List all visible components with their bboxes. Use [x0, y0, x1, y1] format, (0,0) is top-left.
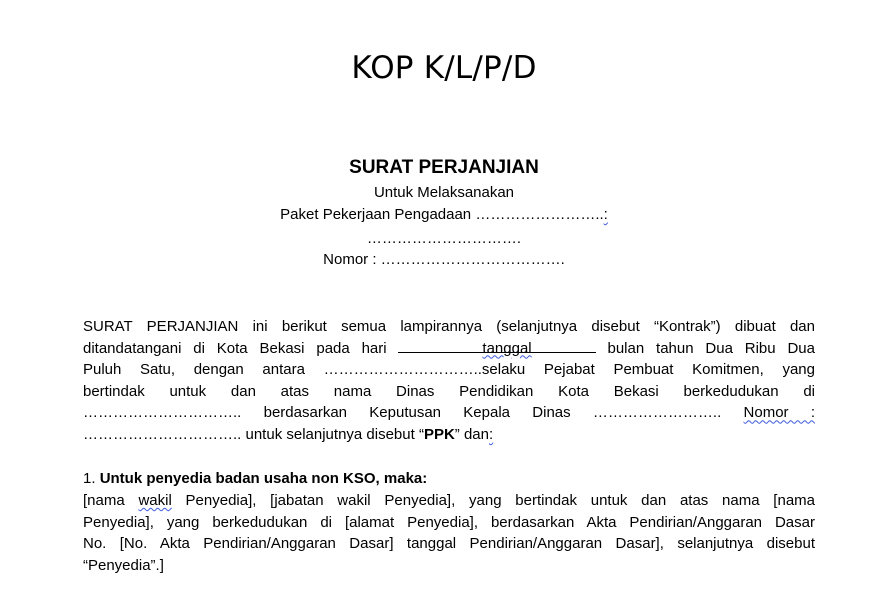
- contract-number-line: Nomor : ……………………………….: [323, 251, 565, 268]
- paragraph-line: “Penyedia”.]: [83, 556, 164, 574]
- provider-paragraph: [83, 490, 815, 576]
- package-text: Paket Pekerjaan Pengadaan ……………………..: [280, 206, 604, 223]
- section-number: 1.: [83, 470, 96, 487]
- signing-place-text: ditandatangani di Kota Bekasi pada hari: [83, 339, 387, 357]
- paragraph-line: [83, 424, 815, 446]
- paragraph-line: Puluh Satu, dengan antara …………………………..selaku Pejabat Pembuat Komitmen, yang: [83, 361, 815, 379]
- section-title: Untuk penyedia badan usaha non KSO, maka:: [99, 470, 428, 487]
- section-heading-line: [83, 468, 815, 490]
- date-blank: [532, 338, 596, 353]
- subtitle-line: Untuk Melaksanakan: [373, 184, 515, 201]
- date-word: tanggal: [482, 339, 532, 357]
- decree-text: ………………………….. berdasarkan Keputusan Kepala Dinas ……………………..: [83, 404, 722, 422]
- paragraph-line: [83, 490, 815, 512]
- section-heading: [83, 468, 815, 490]
- year-text: bulan tahun Dua Ribu Dua: [607, 339, 815, 357]
- package-colon: :: [603, 206, 608, 223]
- document-title: SURAT PERJANJIAN: [349, 157, 539, 178]
- letterhead-placeholder: KOP K/L/P/D: [351, 50, 537, 86]
- decree-number-label: Nomor :: [743, 404, 815, 422]
- date-word-blank: [482, 338, 532, 357]
- ppk-and-text: ” dan: [454, 425, 489, 443]
- ppk-abbrev: PPK: [423, 425, 455, 443]
- paragraph-line: Penyedia], yang berkedudukan di [alamat Penyedia], berdasarkan Akta Pendirian/Anggaran Dasar: [83, 513, 815, 531]
- provider-name-open: [nama: [83, 492, 125, 509]
- paragraph-line: bertindak untuk dan atas nama Dinas Pendidikan Kota Bekasi berkedudukan di: [83, 382, 815, 400]
- ppk-colon: :: [489, 425, 494, 443]
- paragraph-line: No. [No. Akta Pendirian/Anggaran Dasar] tanggal Pendirian/Anggaran Dasar], selanjutnya disebut: [83, 535, 815, 553]
- provider-line-rest: Penyedia], [jabatan wakil Penyedia], yang bertindak untuk dan atas nama [nama: [185, 492, 815, 509]
- package-line: [0, 206, 888, 223]
- opening-paragraph: [83, 316, 815, 446]
- day-blank: [398, 338, 482, 353]
- package-name-blank: ………………………….: [366, 230, 522, 247]
- provider-wakil-word: wakil: [138, 492, 172, 509]
- paragraph-line: [83, 402, 815, 424]
- paragraph-line: [83, 338, 815, 360]
- paragraph-line: SURAT PERJANJIAN ini berikut semua lampirannya (selanjutnya disebut “Kontrak”) dibuat dan: [83, 318, 815, 335]
- ppk-intro-text: ………………………….. untuk selanjutnya disebut “: [83, 425, 424, 443]
